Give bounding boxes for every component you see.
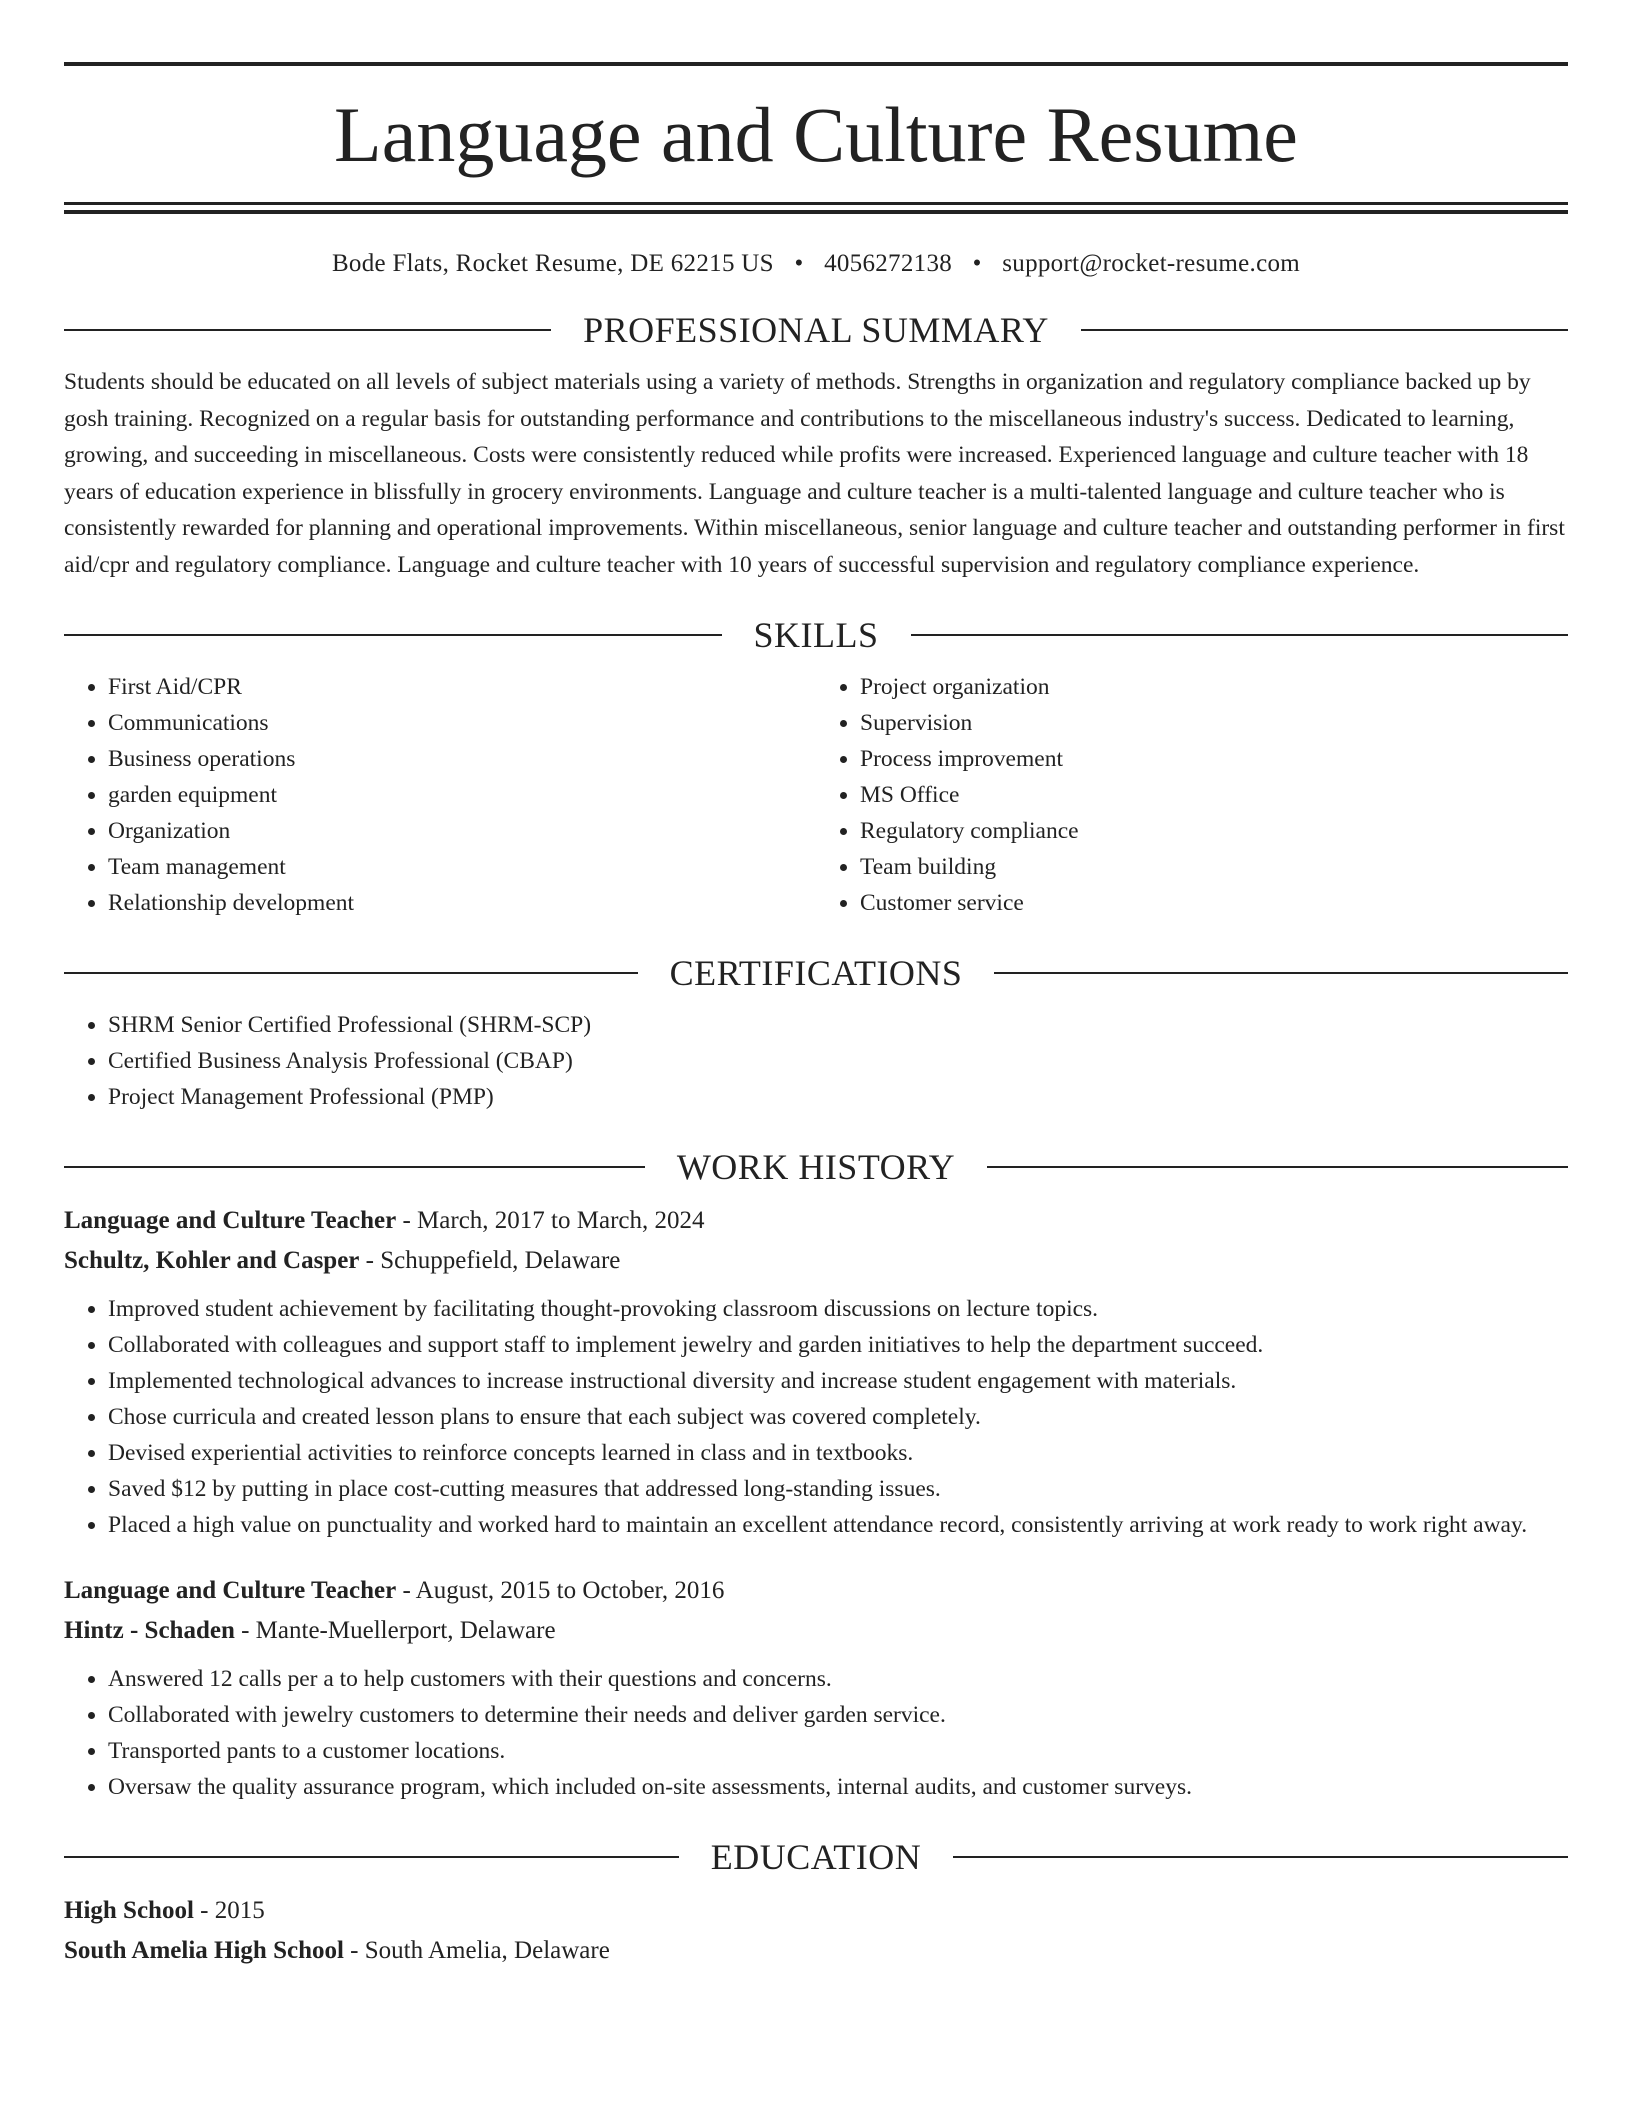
education-school: South Amelia High School <box>64 1937 344 1964</box>
skills-heading: SKILLS <box>753 615 879 655</box>
skills-list-right <box>816 669 1568 921</box>
job-bullets <box>64 1661 1568 1805</box>
job-bullet: • Collaborated with colleagues and support staff to implement jewelry and garden initiatives to help the department succeed. <box>108 1327 1568 1363</box>
job-bullet: • Implemented technological advances to increase instructional diversity and increase student engagement with materials. <box>108 1363 1568 1399</box>
job-entry <box>64 1571 1568 1805</box>
section-rule <box>953 1856 1568 1858</box>
job-bullet: • Chose curricula and created lesson plans to ensure that each subject was covered completely. <box>108 1399 1568 1435</box>
skill-item: • Relationship development <box>108 885 816 921</box>
skill-item: • Organization <box>108 813 816 849</box>
section-rule <box>64 972 638 974</box>
job-location: - Schuppefield, Delaware <box>359 1247 621 1274</box>
work-section-heading <box>64 1149 1568 1185</box>
section-rule <box>987 1166 1568 1168</box>
skill-item: • Team management <box>108 849 816 885</box>
section-rule <box>64 1856 679 1858</box>
job-bullet: • Devised experiential activities to reinforce concepts learned in class and in textbooks. <box>108 1435 1568 1471</box>
contact-line <box>64 250 1568 278</box>
job-company: Hintz - Schaden <box>64 1617 235 1644</box>
education-year: - 2015 <box>193 1897 265 1924</box>
education-section-heading <box>64 1839 1568 1875</box>
section-rule <box>64 329 551 331</box>
skill-item: • Supervision <box>860 705 1568 741</box>
contact-phone: 4056272138 <box>824 250 953 277</box>
section-rule <box>64 1166 645 1168</box>
education-degree: High School <box>64 1897 194 1924</box>
section-rule <box>911 634 1569 636</box>
job-bullet: • Placed a high value on punctuality and worked hard to maintain an excellent attendance record, consistently arriving at work ready to work right away. <box>108 1507 1568 1543</box>
section-rule <box>1081 329 1568 331</box>
section-rule <box>994 972 1568 974</box>
certification-item: • Project Management Professional (PMP) <box>108 1079 1568 1115</box>
summary-section-heading <box>64 312 1568 348</box>
contact-address: Bode Flats, Rocket Resume, DE 62215 US <box>331 250 774 277</box>
skill-item: • Regulatory compliance <box>860 813 1568 849</box>
certification-item: • Certified Business Analysis Professional (CBAP) <box>108 1043 1568 1079</box>
certifications-list <box>64 1007 1568 1115</box>
skill-item: • Business operations <box>108 741 816 777</box>
contact-separator: • <box>794 250 804 277</box>
header-double-rule <box>64 202 1568 214</box>
job-title-line <box>64 1571 1568 1611</box>
section-rule <box>64 634 722 636</box>
skill-item: • Customer service <box>860 885 1568 921</box>
skill-item: • Team building <box>860 849 1568 885</box>
job-dates: - March, 2017 to March, 2024 <box>396 1207 705 1234</box>
skills-list-left <box>64 669 816 921</box>
resume-title: Language and Culture Resume <box>334 91 1298 178</box>
skill-item: • First Aid/CPR <box>108 669 816 705</box>
education-degree-line <box>64 1891 1568 1931</box>
education-entry <box>64 1891 1568 1971</box>
job-bullet: • Transported pants to a customer locations. <box>108 1733 1568 1769</box>
job-title: Language and Culture Teacher <box>64 1207 397 1234</box>
job-bullet: • Saved $12 by putting in place cost-cutting measures that addressed long-standing issues. <box>108 1471 1568 1507</box>
skill-item: • garden equipment <box>108 777 816 813</box>
job-bullets <box>64 1291 1568 1543</box>
skill-item: • MS Office <box>860 777 1568 813</box>
certifications-section-heading <box>64 955 1568 991</box>
job-bullet: • Answered 12 calls per a to help customers with their questions and concerns. <box>108 1661 1568 1697</box>
header-top-rule <box>64 62 1568 66</box>
certification-item: • SHRM Senior Certified Professional (SHRM-SCP) <box>108 1007 1568 1043</box>
skills-section-heading <box>64 617 1568 653</box>
contact-separator: • <box>972 250 982 277</box>
job-title-line <box>64 1201 1568 1241</box>
job-location: - Mante-Muellerport, Delaware <box>234 1617 556 1644</box>
job-dates: - August, 2015 to October, 2016 <box>396 1577 725 1604</box>
job-bullet: • Collaborated with jewelry customers to determine their needs and deliver garden service. <box>108 1697 1568 1733</box>
resume-page <box>64 0 1568 1971</box>
skill-item: • Project organization <box>860 669 1568 705</box>
work-heading: WORK HISTORY <box>676 1147 956 1187</box>
job-bullet: • Oversaw the quality assurance program, which included on-site assessments, internal audits, and customer surveys. <box>108 1769 1568 1805</box>
education-heading: EDUCATION <box>710 1837 922 1877</box>
job-title: Language and Culture Teacher <box>64 1577 397 1604</box>
summary-heading: PROFESSIONAL SUMMARY <box>583 310 1049 350</box>
job-company-line <box>64 1241 1568 1281</box>
job-bullet: • Improved student achievement by facilitating thought-provoking classroom discussions on lecture topics. <box>108 1291 1568 1327</box>
job-company: Schultz, Kohler and Casper <box>64 1247 360 1274</box>
job-entry <box>64 1201 1568 1543</box>
job-company-line <box>64 1611 1568 1651</box>
contact-email: support@rocket-resume.com <box>1002 250 1301 277</box>
education-school-line <box>64 1931 1568 1971</box>
certifications-heading: CERTIFICATIONS <box>669 953 963 993</box>
skill-item: • Communications <box>108 705 816 741</box>
summary-text: Students should be educated on all levels of subject materials using a variety of methods. Strengths in organization and regulatory compliance backed up by gosh training. Recognized on a regular basis for outstanding performance and contributions to the miscellaneous industry's success. Dedicated to learning, growing, and succeeding in miscellaneous. Costs were consistently reduced while profits were increased. Experienced language and culture teacher with 18 years of education experience in blissfully in grocery environments. Language and culture teacher is a multi-talented language and culture teacher who is consistently rewarded for planning and operational improvements. Within miscellaneous, senior language and culture teacher and outstanding performer in first aid/cpr and regulatory compliance. Language and culture teacher with 10 years of successful supervision and regulatory compliance experience. <box>64 369 1565 578</box>
skills-columns <box>64 669 1568 921</box>
education-location: - South Amelia, Delaware <box>343 1937 610 1964</box>
skill-item: • Process improvement <box>860 741 1568 777</box>
